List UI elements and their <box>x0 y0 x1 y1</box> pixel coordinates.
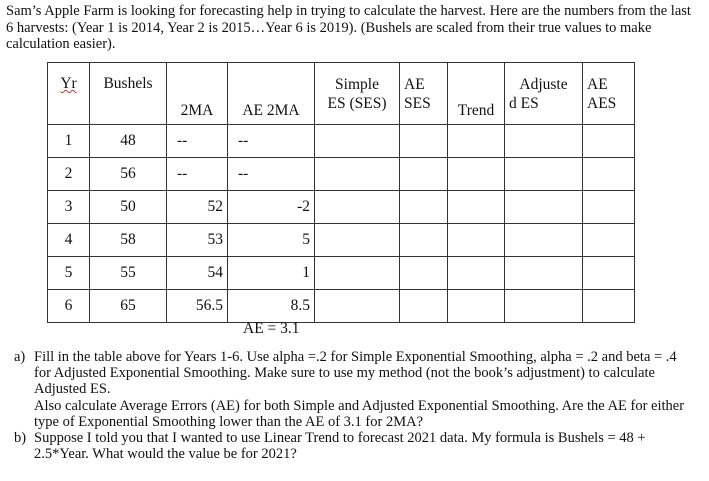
cell-ae-2ma: -- <box>228 125 315 158</box>
table-header-row <box>48 63 635 125</box>
table-row <box>48 257 635 290</box>
cell-yr: 2 <box>48 158 90 191</box>
questions-list <box>14 349 694 462</box>
header-2ma: 2MA <box>167 63 228 125</box>
cell-ses <box>315 257 400 290</box>
ae-2ma-summary: AE = 3.1 <box>243 320 300 337</box>
table-row <box>48 224 635 257</box>
cell-yr: 3 <box>48 191 90 224</box>
cell-ae-aes <box>583 290 635 323</box>
table-row <box>48 290 635 323</box>
cell-trend <box>448 224 505 257</box>
cell-ses <box>315 224 400 257</box>
cell-bushels: 65 <box>90 290 167 323</box>
cell-2ma: -- <box>167 125 228 158</box>
cell-ses <box>315 158 400 191</box>
cell-adjusted-es <box>505 257 583 290</box>
cell-ae-ses <box>400 257 448 290</box>
cell-yr: 1 <box>48 125 90 158</box>
question-a-label: a) <box>14 349 26 365</box>
cell-2ma: 54 <box>167 257 228 290</box>
header-ses: Simple ES (SES) <box>315 63 400 125</box>
cell-ae-ses <box>400 290 448 323</box>
cell-ae-ses <box>400 125 448 158</box>
cell-ae-ses <box>400 158 448 191</box>
header-bushels: Bushels <box>90 63 167 125</box>
header-adjusted-es: Adjuste d ES <box>505 63 583 125</box>
cell-ae-2ma: -- <box>228 158 315 191</box>
cell-yr: 5 <box>48 257 90 290</box>
forecast-table <box>47 62 635 323</box>
cell-ae-ses <box>400 224 448 257</box>
cell-adjusted-es <box>505 158 583 191</box>
cell-bushels: 56 <box>90 158 167 191</box>
question-a-text-2: Also calculate Average Errors (AE) for both Simple and Adjusted Exponential Smoothing. Are the AE for either type of Exponential Smoothing lower than the AE of 3.1 for 2MA? <box>34 397 685 430</box>
question-b <box>14 430 694 462</box>
cell-ses <box>315 191 400 224</box>
intro-paragraph: Sam’s Apple Farm is looking for forecasting help in trying to calculate the harvest. Here are the numbers from the last 6 harvests: (Year 1 is 2014, Year 2 is 2015…Year 6 is 2019). (Bushels are scaled from their true values to make calculation easier). <box>6 3 691 52</box>
question-b-text: Suppose I told you that I wanted to use Linear Trend to forecast 2021 data. My formula is Bushels = 48 + 2.5*Year. What would the value be for 2021? <box>34 430 646 463</box>
cell-ae-2ma: 8.5 <box>228 290 315 323</box>
cell-ae-2ma: 5 <box>228 224 315 257</box>
cell-2ma: 53 <box>167 224 228 257</box>
cell-2ma: 56.5 <box>167 290 228 323</box>
header-ae-aes: AE AES <box>583 63 635 125</box>
cell-trend <box>448 290 505 323</box>
cell-ae-aes <box>583 158 635 191</box>
header-ae-ses: AE SES <box>400 63 448 125</box>
table-row <box>48 191 635 224</box>
cell-bushels: 58 <box>90 224 167 257</box>
cell-adjusted-es <box>505 125 583 158</box>
header-ae-2ma: AE 2MA <box>228 63 315 125</box>
cell-yr: 6 <box>48 290 90 323</box>
cell-bushels: 50 <box>90 191 167 224</box>
cell-trend <box>448 191 505 224</box>
cell-2ma: 52 <box>167 191 228 224</box>
question-a <box>14 349 694 430</box>
question-b-label: b) <box>14 430 27 447</box>
cell-adjusted-es <box>505 290 583 323</box>
cell-ae-aes <box>583 224 635 257</box>
cell-adjusted-es <box>505 224 583 257</box>
cell-2ma: -- <box>167 158 228 191</box>
cell-trend <box>448 158 505 191</box>
cell-bushels: 48 <box>90 125 167 158</box>
cell-adjusted-es <box>505 191 583 224</box>
cell-trend <box>448 257 505 290</box>
header-yr: Yr <box>48 63 90 125</box>
cell-ae-2ma: 1 <box>228 257 315 290</box>
cell-bushels: 55 <box>90 257 167 290</box>
header-trend: Trend <box>448 63 505 125</box>
question-a-text-1: Fill in the table above for Years 1-6. Use alpha =.2 for Simple Exponential Smoothing, alpha = .2 and beta = .4 for Adjusted Exponential Smoothing. Make sure to use my method (not the book’s adjustment) to calculate Adjusted ES. <box>34 349 677 398</box>
cell-ae-aes <box>583 257 635 290</box>
cell-ae-aes <box>583 191 635 224</box>
cell-yr: 4 <box>48 224 90 257</box>
table-row <box>48 125 635 158</box>
cell-trend <box>448 125 505 158</box>
cell-ses <box>315 125 400 158</box>
cell-ae-aes <box>583 125 635 158</box>
table-row <box>48 158 635 191</box>
cell-ae-2ma: -2 <box>228 191 315 224</box>
cell-ses <box>315 290 400 323</box>
cell-ae-ses <box>400 191 448 224</box>
